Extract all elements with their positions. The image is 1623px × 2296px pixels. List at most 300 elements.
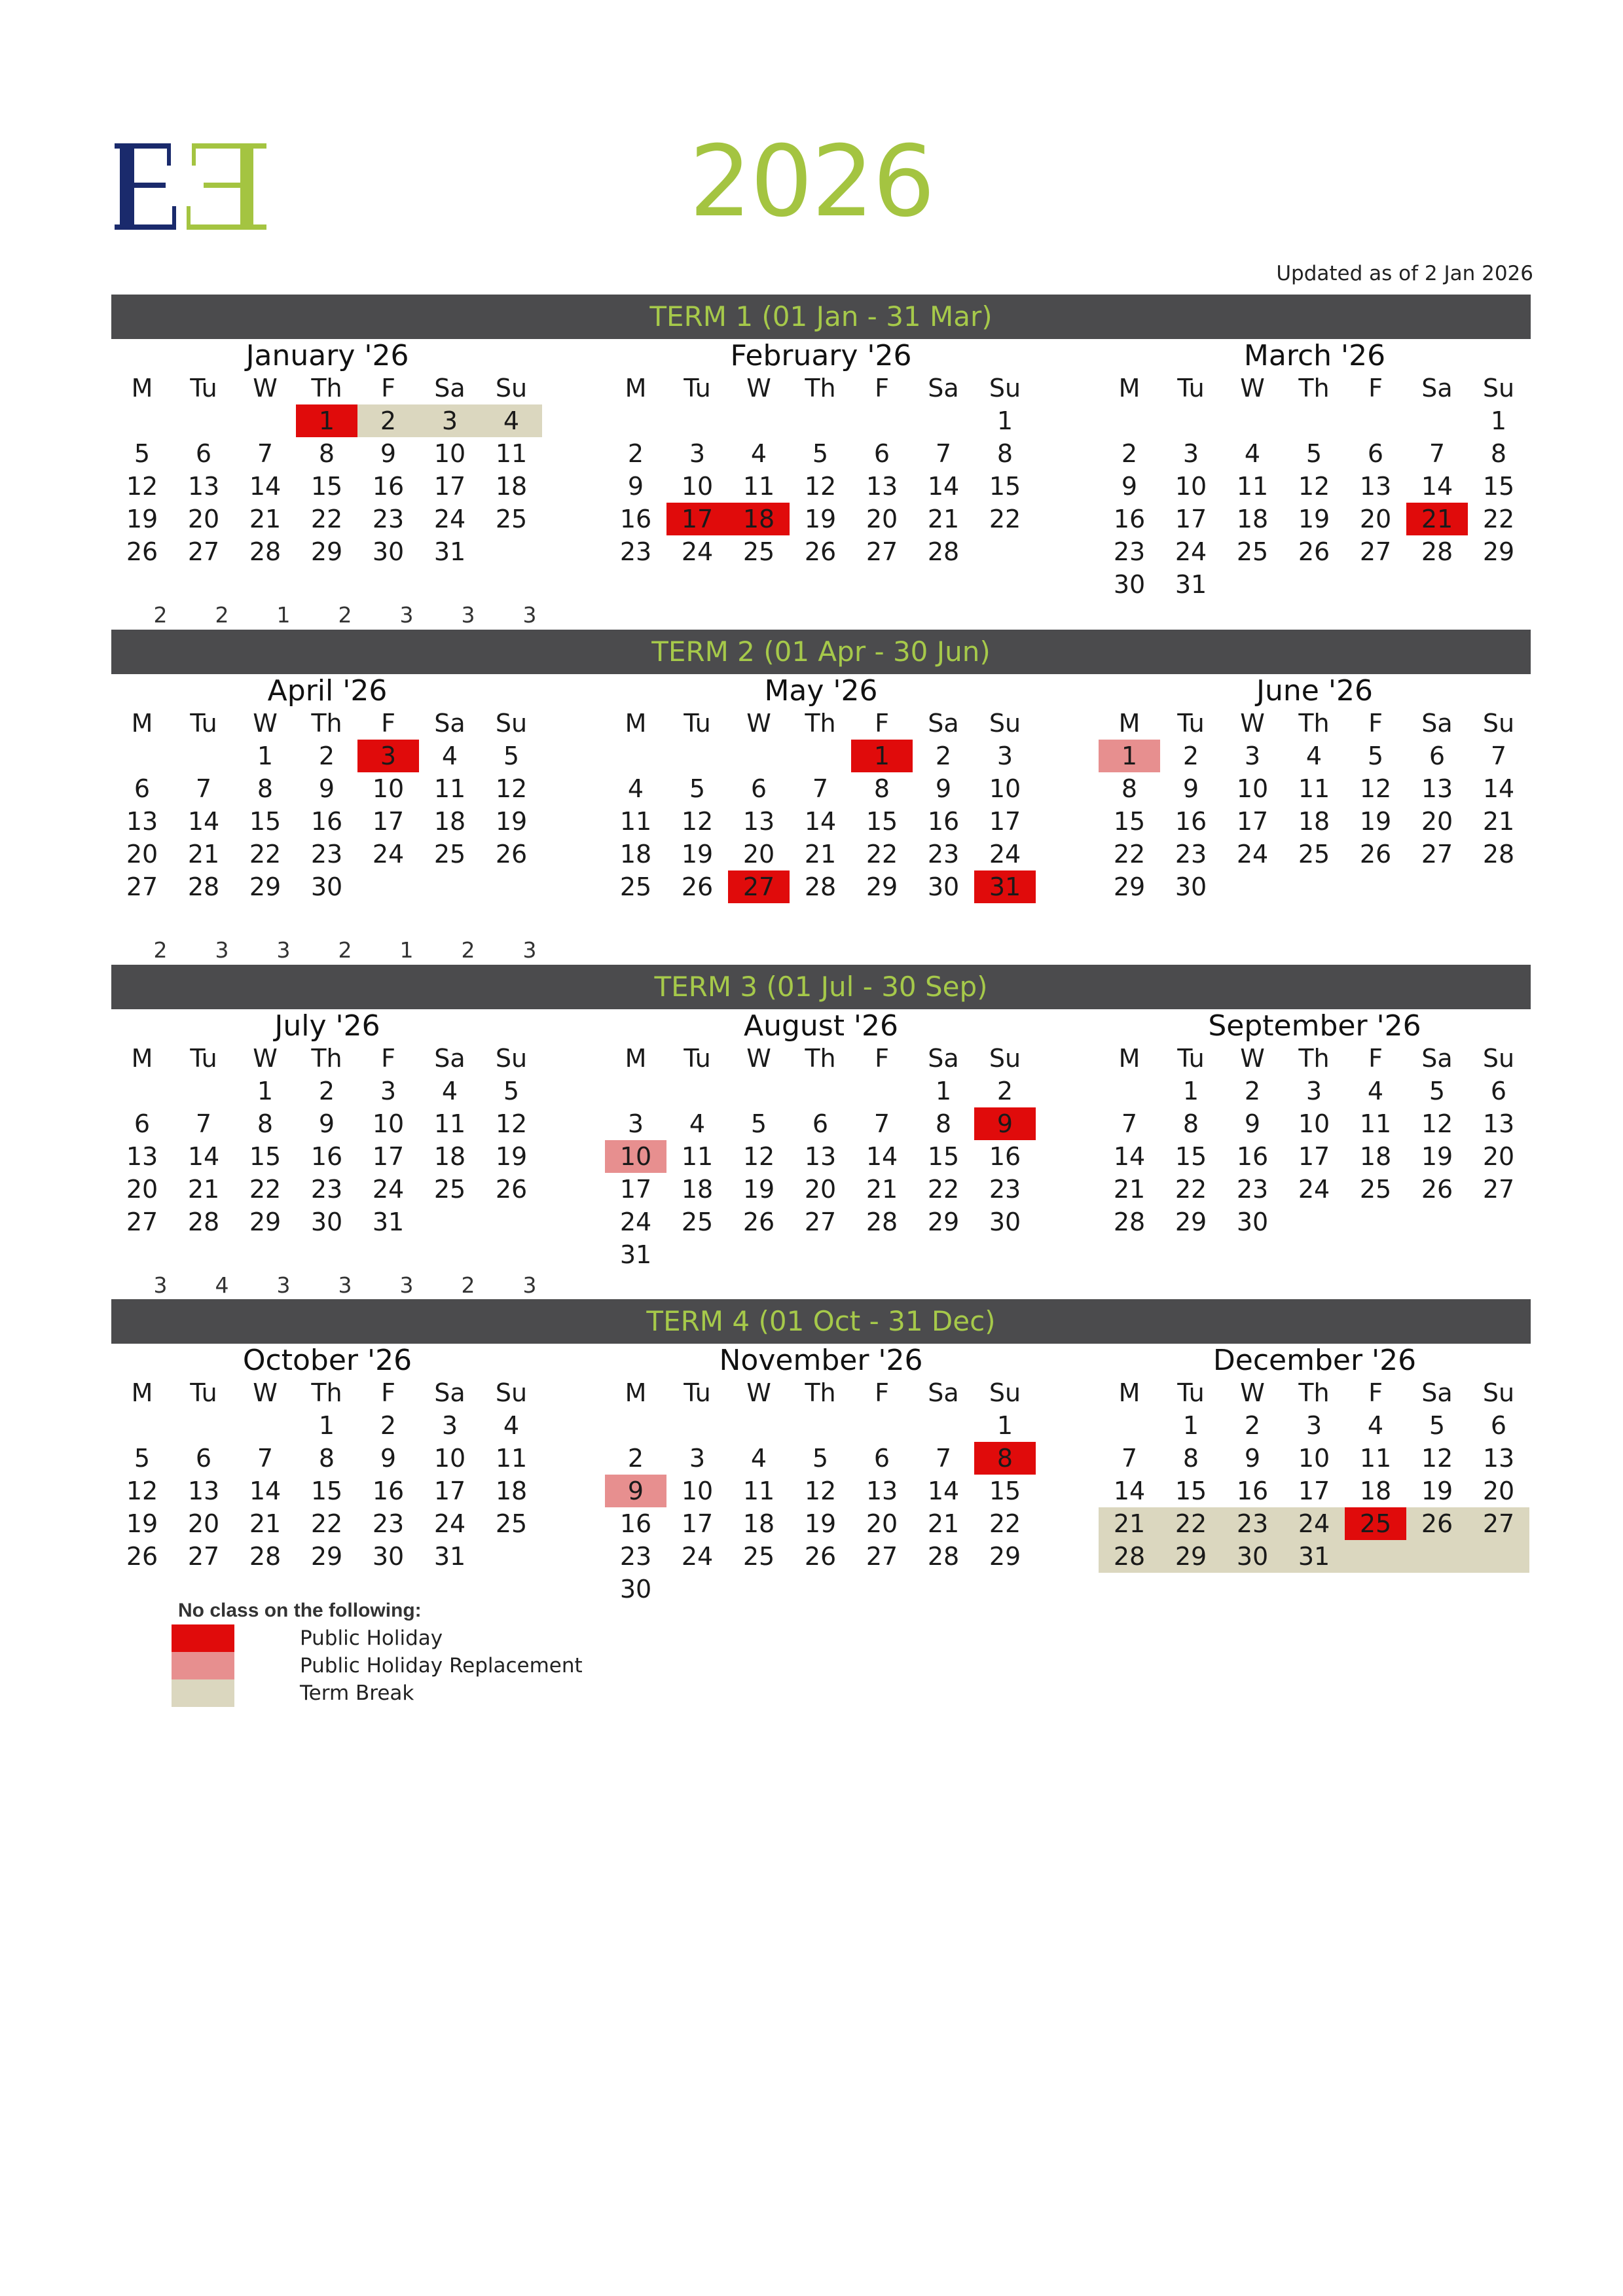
- day-cell: 2: [1244, 1077, 1261, 1105]
- term-section: [111, 295, 1531, 614]
- day-cell: 14: [187, 807, 220, 836]
- week-row: [605, 437, 1037, 470]
- weekday-label: Su: [989, 1378, 1021, 1407]
- day-cell: 4: [1367, 1411, 1384, 1440]
- week-row: [605, 404, 1037, 437]
- day-cell: 14: [187, 1142, 220, 1171]
- day-cell: 28: [249, 537, 282, 566]
- empty-cell: [111, 404, 173, 437]
- day-cell: 6: [134, 774, 151, 803]
- day-cell: 16: [619, 1509, 652, 1538]
- day-cell: 19: [804, 505, 837, 533]
- empty-cell: [1468, 870, 1529, 903]
- week-row: [605, 838, 1037, 870]
- day-cell: 12: [1421, 1444, 1453, 1473]
- week-row: [605, 1540, 1037, 1573]
- weekday-label: Tu: [1177, 1378, 1205, 1407]
- day-cell: 26: [495, 1175, 528, 1204]
- day-cell: 13: [804, 1142, 837, 1171]
- weekday-count: 3: [276, 1272, 291, 1298]
- empty-cell: [728, 1409, 790, 1442]
- month-title: April '26: [267, 674, 388, 708]
- day-cell: 25: [495, 1509, 528, 1538]
- day-cell: 8: [257, 1109, 274, 1138]
- day-cell: 1: [996, 406, 1013, 435]
- day-cell: 17: [1175, 505, 1207, 533]
- week-row: [1099, 740, 1531, 772]
- day-cell: 29: [989, 1542, 1021, 1571]
- weekday-label: Tu: [190, 1044, 217, 1073]
- day-cell: 10: [1236, 774, 1269, 803]
- term-section: [111, 630, 1531, 949]
- day-cell: 15: [927, 1142, 960, 1171]
- day-cell: 13: [1421, 774, 1453, 803]
- weekday-label: Su: [495, 1044, 528, 1073]
- weekday-label: Su: [495, 374, 528, 403]
- week-row: [605, 1140, 1037, 1173]
- empty-cell: [913, 1238, 974, 1271]
- empty-cell: [1406, 1540, 1468, 1573]
- day-cell: 26: [1359, 840, 1392, 869]
- week-row: [1099, 805, 1531, 838]
- day-cell: 6: [195, 1444, 212, 1473]
- day-cell: 18: [1298, 807, 1330, 836]
- day-cell: 17: [372, 1142, 405, 1171]
- day-cell: 3: [419, 404, 481, 437]
- empty-cell: [974, 535, 1036, 568]
- empty-cell: [605, 1075, 666, 1107]
- day-cell: 23: [1113, 537, 1146, 566]
- empty-cell: [1345, 870, 1406, 903]
- day-cell: 18: [1359, 1142, 1392, 1171]
- week-row: [111, 1107, 543, 1140]
- week-row: [111, 1540, 543, 1573]
- day-cell: 29: [927, 1208, 960, 1236]
- weekday-header: [111, 1376, 543, 1409]
- day-cell: 21: [927, 505, 960, 533]
- day-cell: 18: [742, 1509, 775, 1538]
- weekday-label: Sa: [1421, 1378, 1453, 1407]
- day-cell: 20: [187, 505, 220, 533]
- day-cell: 5: [134, 439, 151, 468]
- weekday-label: W: [746, 374, 771, 403]
- month-title: June '26: [1256, 674, 1373, 708]
- weekday-count: 2: [338, 937, 352, 963]
- day-cell: 24: [372, 1175, 405, 1204]
- day-cell: 19: [495, 1142, 528, 1171]
- day-cell: 12: [495, 1109, 528, 1138]
- week-row: [605, 1206, 1037, 1238]
- day-cell: 28: [1421, 537, 1453, 566]
- weekday-label: F: [381, 1044, 395, 1073]
- day-cell: 11: [1359, 1109, 1392, 1138]
- weekday-label: Sa: [434, 1044, 465, 1073]
- day-cell: 13: [1482, 1444, 1515, 1473]
- day-cell: 11: [742, 1477, 775, 1505]
- day-cell: 2: [627, 1444, 644, 1473]
- weekday-label: W: [1240, 374, 1265, 403]
- day-cell: 26: [804, 537, 837, 566]
- day-cell: 9: [974, 1107, 1036, 1140]
- empty-cell: [728, 1573, 790, 1605]
- day-cell: 18: [681, 1175, 714, 1204]
- weekday-label: F: [381, 709, 395, 738]
- day-cell: 11: [433, 774, 466, 803]
- day-cell: 21: [249, 505, 282, 533]
- day-cell: 23: [372, 505, 405, 533]
- day-cell: 2: [1244, 1411, 1261, 1440]
- week-row: [1099, 470, 1531, 503]
- day-cell: 25: [1345, 1507, 1406, 1540]
- day-cell: 18: [433, 1142, 466, 1171]
- day-cell: 20: [1482, 1477, 1515, 1505]
- day-cell: 11: [681, 1142, 714, 1171]
- day-cell: 14: [249, 472, 282, 501]
- weekday-label: Th: [311, 1044, 342, 1073]
- empty-cell: [728, 740, 790, 772]
- day-cell: 24: [681, 1542, 714, 1571]
- day-cell: 14: [927, 1477, 960, 1505]
- day-cell: 23: [927, 840, 960, 869]
- day-cell: 7: [1429, 439, 1446, 468]
- day-cell: 30: [927, 872, 960, 901]
- day-cell: 29: [310, 537, 343, 566]
- empty-cell: [1345, 1540, 1406, 1573]
- empty-cell: [419, 1206, 481, 1238]
- day-cell: 16: [1236, 1477, 1269, 1505]
- week-row: [111, 772, 543, 805]
- day-cell: 22: [249, 840, 282, 869]
- day-cell: 26: [804, 1542, 837, 1571]
- weekday-label: Sa: [928, 1378, 959, 1407]
- weekday-count: 3: [153, 1272, 168, 1298]
- weekday-count: 3: [276, 937, 291, 963]
- day-cell: 6: [812, 1109, 829, 1138]
- day-cell: 1: [257, 1077, 274, 1105]
- day-cell: 13: [866, 472, 898, 501]
- day-cell: 31: [974, 870, 1036, 903]
- day-cell: 31: [619, 1240, 652, 1269]
- week-row: [605, 805, 1037, 838]
- empty-cell: [111, 1075, 173, 1107]
- day-cell: 7: [873, 1109, 890, 1138]
- empty-cell: [419, 870, 481, 903]
- weekday-label: Sa: [1421, 374, 1453, 403]
- weekday-label: Sa: [1421, 709, 1453, 738]
- day-cell: 8: [1182, 1444, 1199, 1473]
- empty-cell: [1160, 404, 1222, 437]
- day-cell: 15: [1482, 472, 1515, 501]
- day-cell: 9: [1244, 1444, 1261, 1473]
- day-cell: 25: [742, 1542, 775, 1571]
- empty-cell: [728, 1075, 790, 1107]
- weekday-label: M: [1118, 1378, 1140, 1407]
- weekday-label: F: [875, 709, 889, 738]
- day-cell: 17: [681, 1509, 714, 1538]
- day-cell: 11: [495, 1444, 528, 1473]
- day-cell: 11: [433, 1109, 466, 1138]
- day-cell: 27: [126, 1208, 158, 1236]
- day-cell: 28: [187, 872, 220, 901]
- empty-cell: [111, 740, 173, 772]
- day-cell: 26: [1421, 1175, 1453, 1204]
- empty-cell: [913, 404, 974, 437]
- day-cell: 26: [742, 1208, 775, 1236]
- week-row: [605, 1573, 1037, 1605]
- day-cell: 30: [310, 872, 343, 901]
- week-row: [1099, 1409, 1531, 1442]
- day-cell: 24: [433, 1509, 466, 1538]
- day-cell: 6: [750, 774, 767, 803]
- day-cell: 6: [1490, 1077, 1507, 1105]
- week-row: [605, 740, 1037, 772]
- empty-cell: [234, 404, 296, 437]
- weekday-label: Tu: [190, 374, 217, 403]
- week-row: [605, 1409, 1037, 1442]
- week-row: [1099, 1173, 1531, 1206]
- day-cell: 25: [1298, 840, 1330, 869]
- day-cell: 2: [1182, 742, 1199, 770]
- weekday-label: W: [253, 709, 278, 738]
- day-cell: 11: [1298, 774, 1330, 803]
- day-cell: 28: [804, 872, 837, 901]
- weekday-label: M: [131, 709, 153, 738]
- day-cell: 20: [742, 840, 775, 869]
- day-cell: 17: [433, 1477, 466, 1505]
- day-cell: 8: [318, 439, 335, 468]
- day-cell: 12: [1298, 472, 1330, 501]
- empty-cell: [1345, 1206, 1406, 1238]
- weekday-label: Th: [805, 374, 836, 403]
- day-cell: 3: [1244, 742, 1261, 770]
- day-cell: 20: [187, 1509, 220, 1538]
- empty-cell: [173, 1075, 234, 1107]
- day-cell: 28: [1482, 840, 1515, 869]
- day-cell: 21: [1482, 807, 1515, 836]
- replacement-swatch: [172, 1652, 234, 1679]
- day-cell: 7: [1490, 742, 1507, 770]
- weekday-count: 3: [338, 1272, 352, 1298]
- day-cell: 18: [619, 840, 652, 869]
- weekday-label: Sa: [928, 709, 959, 738]
- weekday-label: Sa: [928, 1044, 959, 1073]
- day-cell: 21: [927, 1509, 960, 1538]
- empty-cell: [1406, 870, 1468, 903]
- day-cell: 27: [1468, 1507, 1529, 1540]
- public-holiday-swatch: [172, 1624, 234, 1652]
- day-cell: 25: [433, 840, 466, 869]
- day-cell: 5: [1429, 1077, 1446, 1105]
- day-cell: 30: [372, 1542, 405, 1571]
- empty-cell: [851, 1238, 913, 1271]
- weekday-label: M: [1118, 709, 1140, 738]
- day-cell: 27: [804, 1208, 837, 1236]
- day-cell: 11: [742, 472, 775, 501]
- empty-cell: [1283, 568, 1345, 601]
- day-cell: 12: [742, 1142, 775, 1171]
- week-row: [111, 1206, 543, 1238]
- empty-cell: [851, 404, 913, 437]
- day-cell: 4: [689, 1109, 706, 1138]
- day-cell: 30: [1236, 1208, 1269, 1236]
- day-cell: 31: [1283, 1540, 1345, 1573]
- week-row: [605, 1507, 1037, 1540]
- month-title: October '26: [242, 1344, 412, 1377]
- day-cell: 2: [318, 742, 335, 770]
- weekday-label: Su: [1482, 1044, 1515, 1073]
- empty-cell: [173, 404, 234, 437]
- weekday-label: Sa: [434, 374, 465, 403]
- weekday-label: W: [1240, 1044, 1265, 1073]
- day-cell: 14: [249, 1477, 282, 1505]
- day-cell: 7: [812, 774, 829, 803]
- month-title: March '26: [1243, 339, 1386, 372]
- day-cell: 12: [804, 472, 837, 501]
- day-cell: 5: [503, 1077, 520, 1105]
- day-cell: 21: [804, 840, 837, 869]
- day-cell: 11: [619, 807, 652, 836]
- weekday-count: 2: [461, 1272, 475, 1298]
- week-row: [111, 1173, 543, 1206]
- empty-cell: [1406, 568, 1468, 601]
- weekday-label: M: [131, 374, 153, 403]
- day-cell: 19: [1421, 1477, 1453, 1505]
- day-cell: 23: [310, 1175, 343, 1204]
- day-cell: 22: [989, 505, 1021, 533]
- day-cell: 7: [935, 439, 952, 468]
- day-cell: 30: [1222, 1540, 1283, 1573]
- weekday-label: Su: [989, 709, 1021, 738]
- day-cell: 30: [1113, 570, 1146, 599]
- day-cell: 9: [1182, 774, 1199, 803]
- empty-cell: [605, 404, 666, 437]
- empty-cell: [790, 1409, 851, 1442]
- empty-cell: [974, 1573, 1036, 1605]
- empty-cell: [913, 1573, 974, 1605]
- day-cell: 18: [433, 807, 466, 836]
- day-cell: 19: [126, 505, 158, 533]
- day-cell: 24: [433, 505, 466, 533]
- day-cell: 15: [866, 807, 898, 836]
- day-cell: 10: [372, 1109, 405, 1138]
- weekday-label: Su: [989, 1044, 1021, 1073]
- calendar-year: 2026: [689, 125, 934, 239]
- day-cell: 27: [187, 537, 220, 566]
- day-cell: 12: [1421, 1109, 1453, 1138]
- empty-cell: [1283, 404, 1345, 437]
- weekday-label: M: [1118, 1044, 1140, 1073]
- empty-cell: [1099, 404, 1160, 437]
- day-cell: 1: [1490, 406, 1507, 435]
- day-cell: 12: [1359, 774, 1392, 803]
- weekday-label: Tu: [1177, 374, 1205, 403]
- empty-cell: [481, 535, 542, 568]
- weekday-header: [111, 372, 543, 404]
- empty-cell: [974, 1238, 1036, 1271]
- empty-cell: [1099, 1409, 1160, 1442]
- day-cell: 14: [1113, 1477, 1146, 1505]
- day-cell: 5: [689, 774, 706, 803]
- weekday-label: Th: [311, 1378, 342, 1407]
- day-cell: 30: [372, 537, 405, 566]
- day-cell: 22: [927, 1175, 960, 1204]
- term-title: TERM 3 (01 Jul - 30 Sep): [111, 965, 1531, 1009]
- day-cell: 3: [689, 439, 706, 468]
- day-cell: 9: [605, 1475, 666, 1507]
- week-row: [111, 437, 543, 470]
- month-calendar: [605, 1344, 1037, 1605]
- week-row: [1099, 1075, 1531, 1107]
- day-cell: 6: [1490, 1411, 1507, 1440]
- day-cell: 15: [249, 1142, 282, 1171]
- weekday-label: F: [1368, 374, 1383, 403]
- day-cell: 11: [1236, 472, 1269, 501]
- day-cell: 10: [1298, 1109, 1330, 1138]
- day-cell: 22: [989, 1509, 1021, 1538]
- day-cell: 23: [989, 1175, 1021, 1204]
- month-calendar: [111, 674, 543, 903]
- day-cell: 2: [357, 404, 419, 437]
- day-cell: 15: [989, 1477, 1021, 1505]
- day-cell: 3: [627, 1109, 644, 1138]
- day-cell: 2: [318, 1077, 335, 1105]
- week-row: [605, 1107, 1037, 1140]
- weekday-count: 2: [153, 937, 168, 963]
- month-calendar: [1099, 339, 1531, 601]
- weekday-label: Tu: [684, 374, 711, 403]
- day-cell: 23: [619, 1542, 652, 1571]
- day-cell: 13: [742, 807, 775, 836]
- day-cell: 15: [249, 807, 282, 836]
- day-cell: 21: [866, 1175, 898, 1204]
- legend-label: Public Holiday: [300, 1626, 443, 1650]
- day-cell: 20: [866, 505, 898, 533]
- week-row: [605, 1475, 1037, 1507]
- week-row: [1099, 1475, 1531, 1507]
- weekday-header: [605, 1376, 1037, 1409]
- week-row: [1099, 772, 1531, 805]
- week-row: [111, 1409, 543, 1442]
- month-calendar: [605, 674, 1037, 903]
- weekday-label: W: [253, 1378, 278, 1407]
- empty-cell: [1222, 404, 1283, 437]
- day-cell: 13: [1482, 1109, 1515, 1138]
- day-cell: 3: [357, 740, 419, 772]
- week-row: [605, 1173, 1037, 1206]
- day-cell: 28: [927, 1542, 960, 1571]
- weekday-count: 2: [338, 602, 352, 628]
- week-row: [111, 1475, 543, 1507]
- weekday-label: Su: [989, 374, 1021, 403]
- day-cell: 16: [989, 1142, 1021, 1171]
- day-cell: 10: [1298, 1444, 1330, 1473]
- weekday-label: W: [746, 1044, 771, 1073]
- weekday-count: 3: [215, 937, 229, 963]
- day-cell: 4: [503, 1411, 520, 1440]
- month-title: November '26: [719, 1344, 923, 1377]
- day-cell: 9: [380, 439, 397, 468]
- day-cell: 14: [927, 472, 960, 501]
- day-cell: 9: [627, 472, 644, 501]
- weekday-label: Th: [1298, 374, 1330, 403]
- day-cell: 9: [1121, 472, 1138, 501]
- day-cell: 7: [257, 1444, 274, 1473]
- weekday-label: M: [131, 1044, 153, 1073]
- weekday-label: Sa: [928, 374, 959, 403]
- empty-cell: [666, 1573, 728, 1605]
- day-cell: 5: [1367, 742, 1384, 770]
- week-row: [111, 1507, 543, 1540]
